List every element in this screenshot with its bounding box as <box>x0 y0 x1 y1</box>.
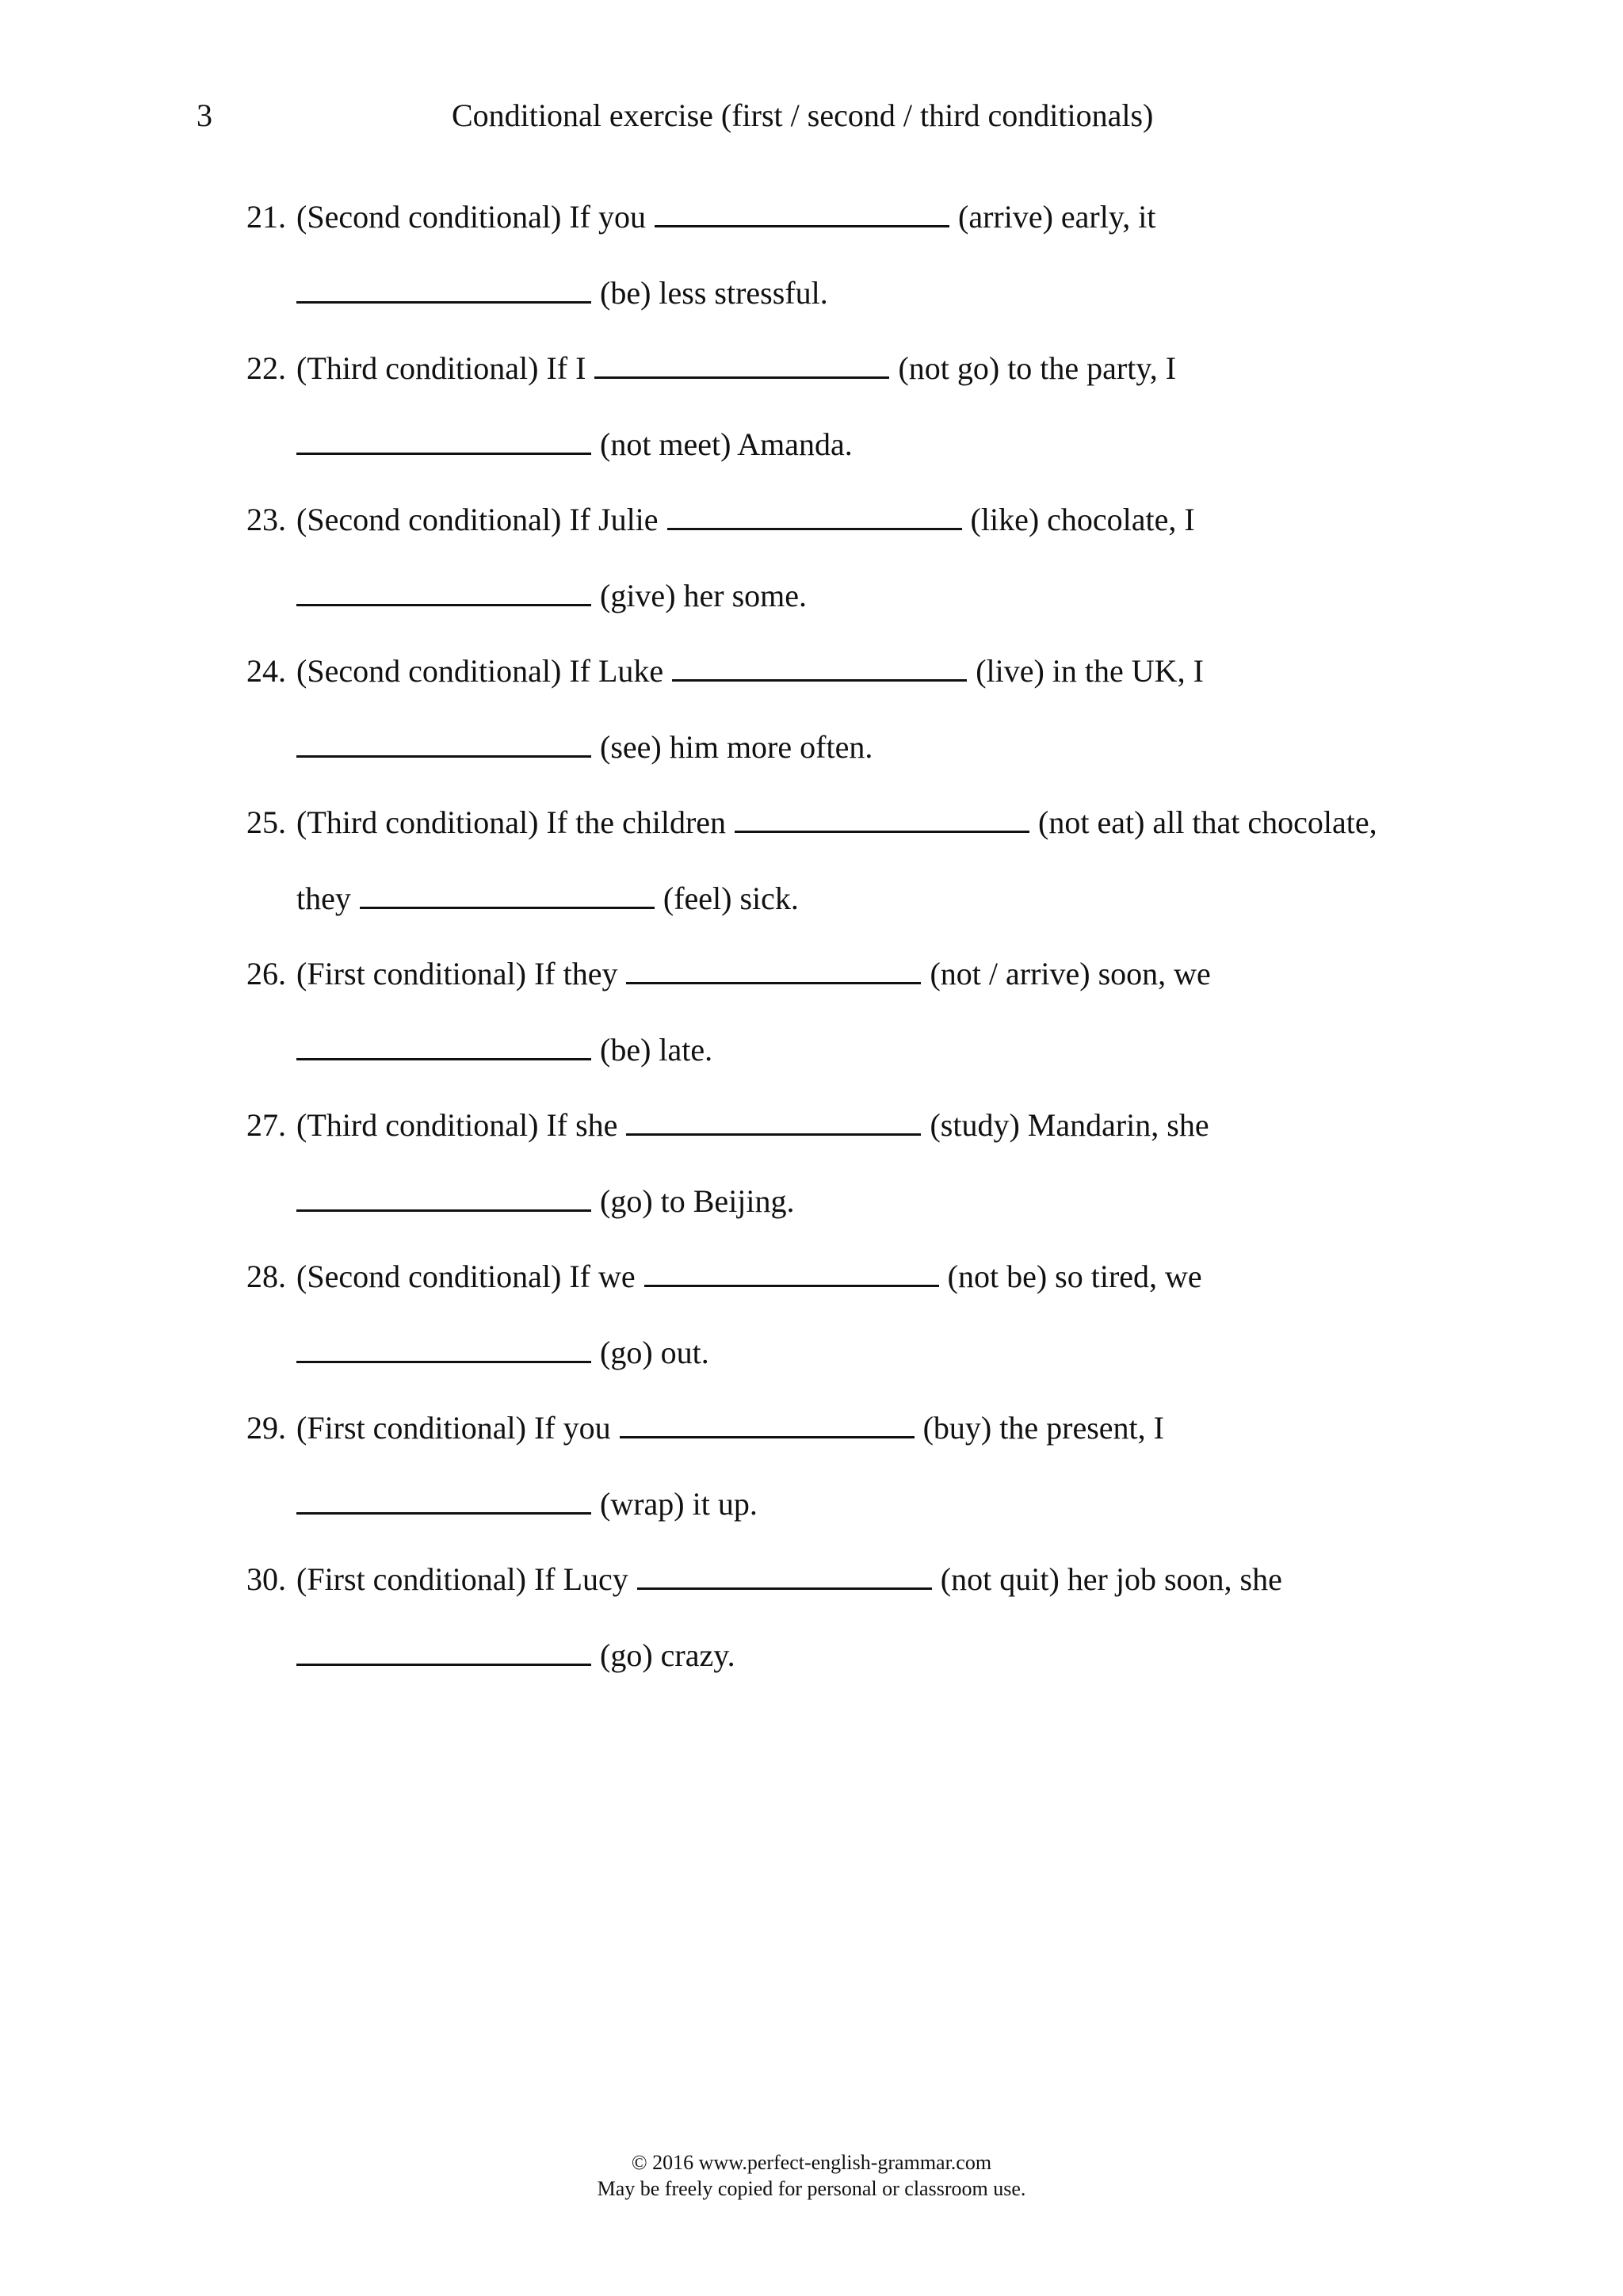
exercise-line-2 <box>296 1482 758 1526</box>
copyright-text: © 2016 www.perfect-english-grammar.com <box>631 2151 992 2174</box>
exercise-number: 29. <box>246 1410 286 1446</box>
exercise-line-1 <box>246 1255 1202 1299</box>
prompt-text: (Third conditional) If I <box>296 350 586 386</box>
usage-text: May be freely copied for personal or classroom use. <box>597 2177 1026 2200</box>
answer-blank[interactable] <box>620 1406 915 1438</box>
prompt-text: (not meet) Amanda. <box>600 426 853 462</box>
prompt-text: (First conditional) If Lucy <box>296 1561 628 1597</box>
prompt-text: (Third conditional) If she <box>296 1107 618 1143</box>
prompt-text: (Second conditional) If we <box>296 1259 636 1294</box>
page-number: 3 <box>197 97 212 133</box>
exercise-number: 21. <box>246 199 286 235</box>
exercise-number: 24. <box>246 653 286 689</box>
answer-blank[interactable] <box>296 574 591 606</box>
prompt-text: (give) her some. <box>600 577 808 613</box>
prompt-text: (First conditional) If you <box>296 1410 611 1446</box>
exercise-line-1 <box>246 1103 1209 1148</box>
exercise-line-2 <box>296 422 853 467</box>
exercise-line-1 <box>246 1557 1282 1602</box>
exercise-line-2 <box>296 574 807 618</box>
exercise-line-1 <box>246 952 1211 996</box>
prompt-text: (like) chocolate, I <box>970 502 1195 537</box>
exercise-number: 25. <box>246 804 286 840</box>
prompt-text: (study) Mandarin, she <box>930 1107 1209 1143</box>
exercise-line-1 <box>246 498 1195 542</box>
exercise-line-2 <box>296 1179 795 1224</box>
answer-blank[interactable] <box>296 1028 591 1060</box>
answer-blank[interactable] <box>667 498 962 530</box>
prompt-text: they <box>296 880 351 916</box>
prompt-text: (Third conditional) If the children <box>296 804 727 840</box>
prompt-text: (go) to Beijing. <box>600 1182 795 1219</box>
answer-blank[interactable] <box>296 271 591 304</box>
page-title: Conditional exercise (first / second / third conditionals) <box>452 97 1154 133</box>
answer-blank[interactable] <box>360 877 655 909</box>
answer-blank[interactable] <box>296 1331 591 1363</box>
answer-blank[interactable] <box>626 952 921 984</box>
prompt-text: (buy) the present, I <box>922 1410 1164 1446</box>
prompt-text: (not be) so tired, we <box>947 1259 1202 1294</box>
answer-blank[interactable] <box>672 649 967 682</box>
exercise-line-2 <box>296 877 799 921</box>
answer-blank[interactable] <box>296 1482 591 1515</box>
exercise-line-2 <box>296 1633 735 1678</box>
exercise-number: 28. <box>246 1259 286 1294</box>
answer-blank[interactable] <box>655 195 949 227</box>
prompt-text: (not quit) her job soon, she <box>940 1561 1282 1597</box>
prompt-text: (Second conditional) If Julie <box>296 502 659 537</box>
exercise-line-1 <box>246 800 1377 845</box>
prompt-text: (feel) sick. <box>663 880 799 916</box>
answer-blank[interactable] <box>296 725 591 758</box>
answer-blank[interactable] <box>644 1255 939 1287</box>
exercise-line-2 <box>296 1028 712 1072</box>
exercise-number: 26. <box>246 956 286 991</box>
prompt-text: (go) crazy. <box>600 1637 735 1673</box>
exercise-line-2 <box>296 725 873 770</box>
prompt-text: (be) less stressful. <box>600 274 828 311</box>
exercise-line-2 <box>296 271 828 315</box>
exercise-line-1 <box>246 195 1155 239</box>
answer-blank[interactable] <box>296 422 591 455</box>
prompt-text: (be) late. <box>600 1031 713 1068</box>
prompt-text: (not eat) all that chocolate, <box>1038 804 1377 840</box>
prompt-text: (see) him more often. <box>600 728 873 765</box>
exercise-line-2 <box>296 1331 709 1375</box>
exercise-line-1 <box>246 346 1176 391</box>
exercise-number: 22. <box>246 350 286 386</box>
answer-blank[interactable] <box>594 346 889 379</box>
prompt-text: (live) in the UK, I <box>976 653 1204 689</box>
exercise-number: 23. <box>246 502 286 537</box>
answer-blank[interactable] <box>296 1179 591 1212</box>
exercise-line-1 <box>246 649 1204 693</box>
exercise-number: 27. <box>246 1107 286 1143</box>
prompt-text: (not / arrive) soon, we <box>930 956 1211 991</box>
prompt-text: (go) out. <box>600 1334 709 1370</box>
prompt-text: (not go) to the party, I <box>898 350 1177 386</box>
prompt-text: (arrive) early, it <box>958 199 1156 235</box>
answer-blank[interactable] <box>296 1633 591 1666</box>
footer <box>0 2149 1623 2202</box>
answer-blank[interactable] <box>637 1557 932 1590</box>
prompt-text: (Second conditional) If you <box>296 199 646 235</box>
prompt-text: (wrap) it up. <box>600 1485 758 1522</box>
answer-blank[interactable] <box>735 800 1029 833</box>
answer-blank[interactable] <box>626 1103 921 1136</box>
prompt-text: (Second conditional) If Luke <box>296 653 664 689</box>
prompt-text: (First conditional) If they <box>296 956 618 991</box>
exercise-line-1 <box>246 1406 1164 1450</box>
exercise-number: 30. <box>246 1561 286 1597</box>
